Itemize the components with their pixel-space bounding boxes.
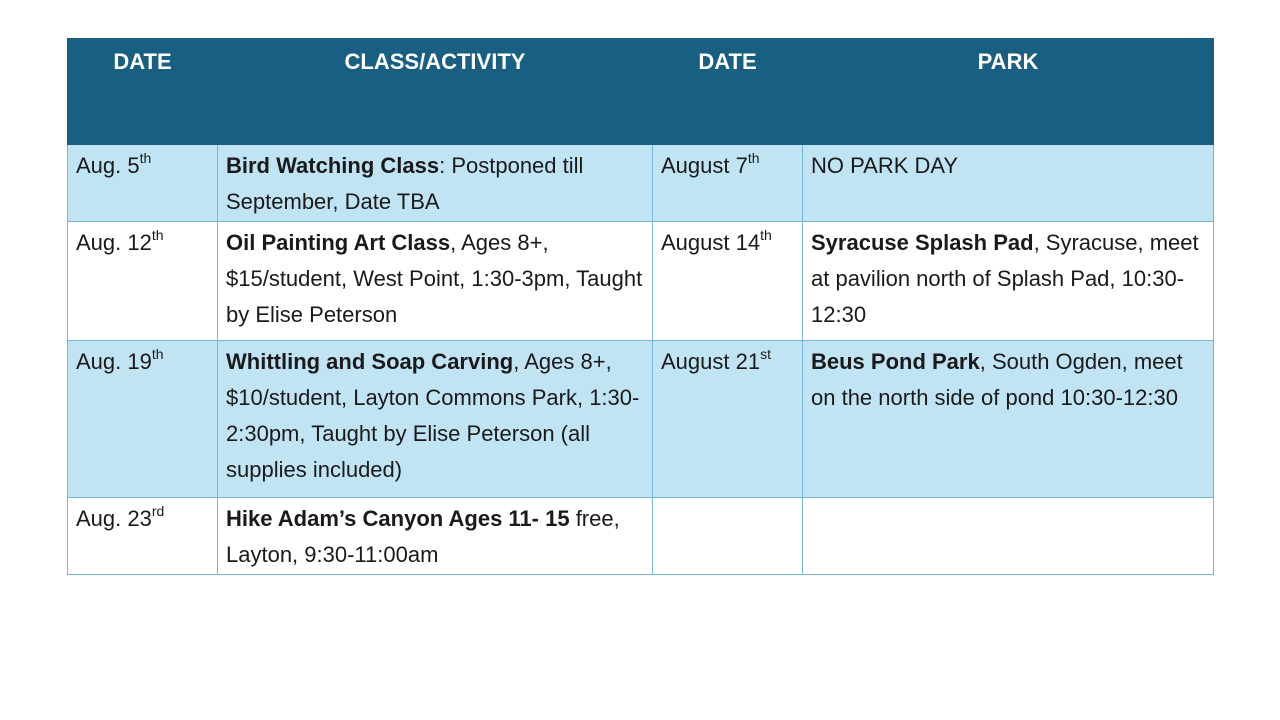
date-suffix: th (139, 149, 152, 166)
class-title: Hike Adam’s Canyon Ages 11- 15 (226, 506, 570, 531)
class-title: Whittling and Soap Carving (226, 349, 514, 374)
class-detail: , Ages 8+, $10/student, Layton Commons Park, 1:30-2:30pm, Taught by Elise Peterson (all supplies included) (226, 349, 640, 482)
park-date: August 21 (661, 349, 761, 374)
table-row (68, 341, 1214, 498)
class-title: Bird Watching Class (226, 153, 440, 178)
park-date-cell (653, 341, 803, 498)
park-cell (803, 498, 1214, 575)
park-date: August 7 (661, 153, 748, 178)
header-class-activity: CLASS/ACTIVITY (218, 39, 653, 145)
class-activity-cell (218, 341, 653, 498)
park-date-cell (653, 145, 803, 222)
park-cell (803, 341, 1214, 498)
date-suffix: th (747, 149, 760, 166)
class-detail: free, Layton, 9:30-11:00am (226, 506, 620, 567)
class-date: Aug. 23 (76, 506, 152, 531)
park-detail: , South Ogden, meet on the north side of pond 10:30-12:30 (811, 349, 1183, 410)
date-suffix: th (151, 226, 164, 243)
park-title: Beus Pond Park (811, 349, 980, 374)
class-date-cell (68, 222, 218, 341)
schedule-table (67, 38, 1214, 575)
date-suffix: st (760, 345, 771, 362)
class-detail: : Postponed till September, Date TBA (226, 153, 584, 214)
table-header-row (68, 39, 1214, 145)
class-activity-cell (218, 498, 653, 575)
park-title: Syracuse Splash Pad (811, 230, 1034, 255)
park-date: August 14 (661, 230, 761, 255)
park-detail: , Syracuse, meet at pavilion north of Splash Pad, 10:30-12:30 (811, 230, 1199, 327)
date-suffix: th (760, 226, 772, 243)
park-cell (803, 222, 1214, 341)
header-date-park: DATE (653, 39, 803, 145)
table-row (68, 222, 1214, 341)
class-detail: , Ages 8+, $15/student, West Point, 1:30-3pm, Taught by Elise Peterson (226, 230, 643, 327)
park-cell (803, 145, 1214, 222)
date-suffix: th (151, 345, 164, 362)
table-row (68, 145, 1214, 222)
header-park: PARK (803, 39, 1214, 145)
date-suffix: rd (151, 502, 165, 519)
class-date: Aug. 12 (76, 230, 152, 255)
class-date: Aug. 19 (76, 349, 152, 374)
class-title: Oil Painting Art Class (226, 230, 451, 255)
class-activity-cell (218, 145, 653, 222)
class-date-cell (68, 341, 218, 498)
class-date-cell (68, 145, 218, 222)
class-date-cell (68, 498, 218, 575)
class-activity-cell (218, 222, 653, 341)
class-date: Aug. 5 (76, 153, 140, 178)
park-detail: NO PARK DAY (811, 153, 959, 178)
header-date-class: DATE (68, 39, 218, 145)
table-row (68, 498, 1214, 575)
park-date-cell (653, 222, 803, 341)
park-date-cell (653, 498, 803, 575)
